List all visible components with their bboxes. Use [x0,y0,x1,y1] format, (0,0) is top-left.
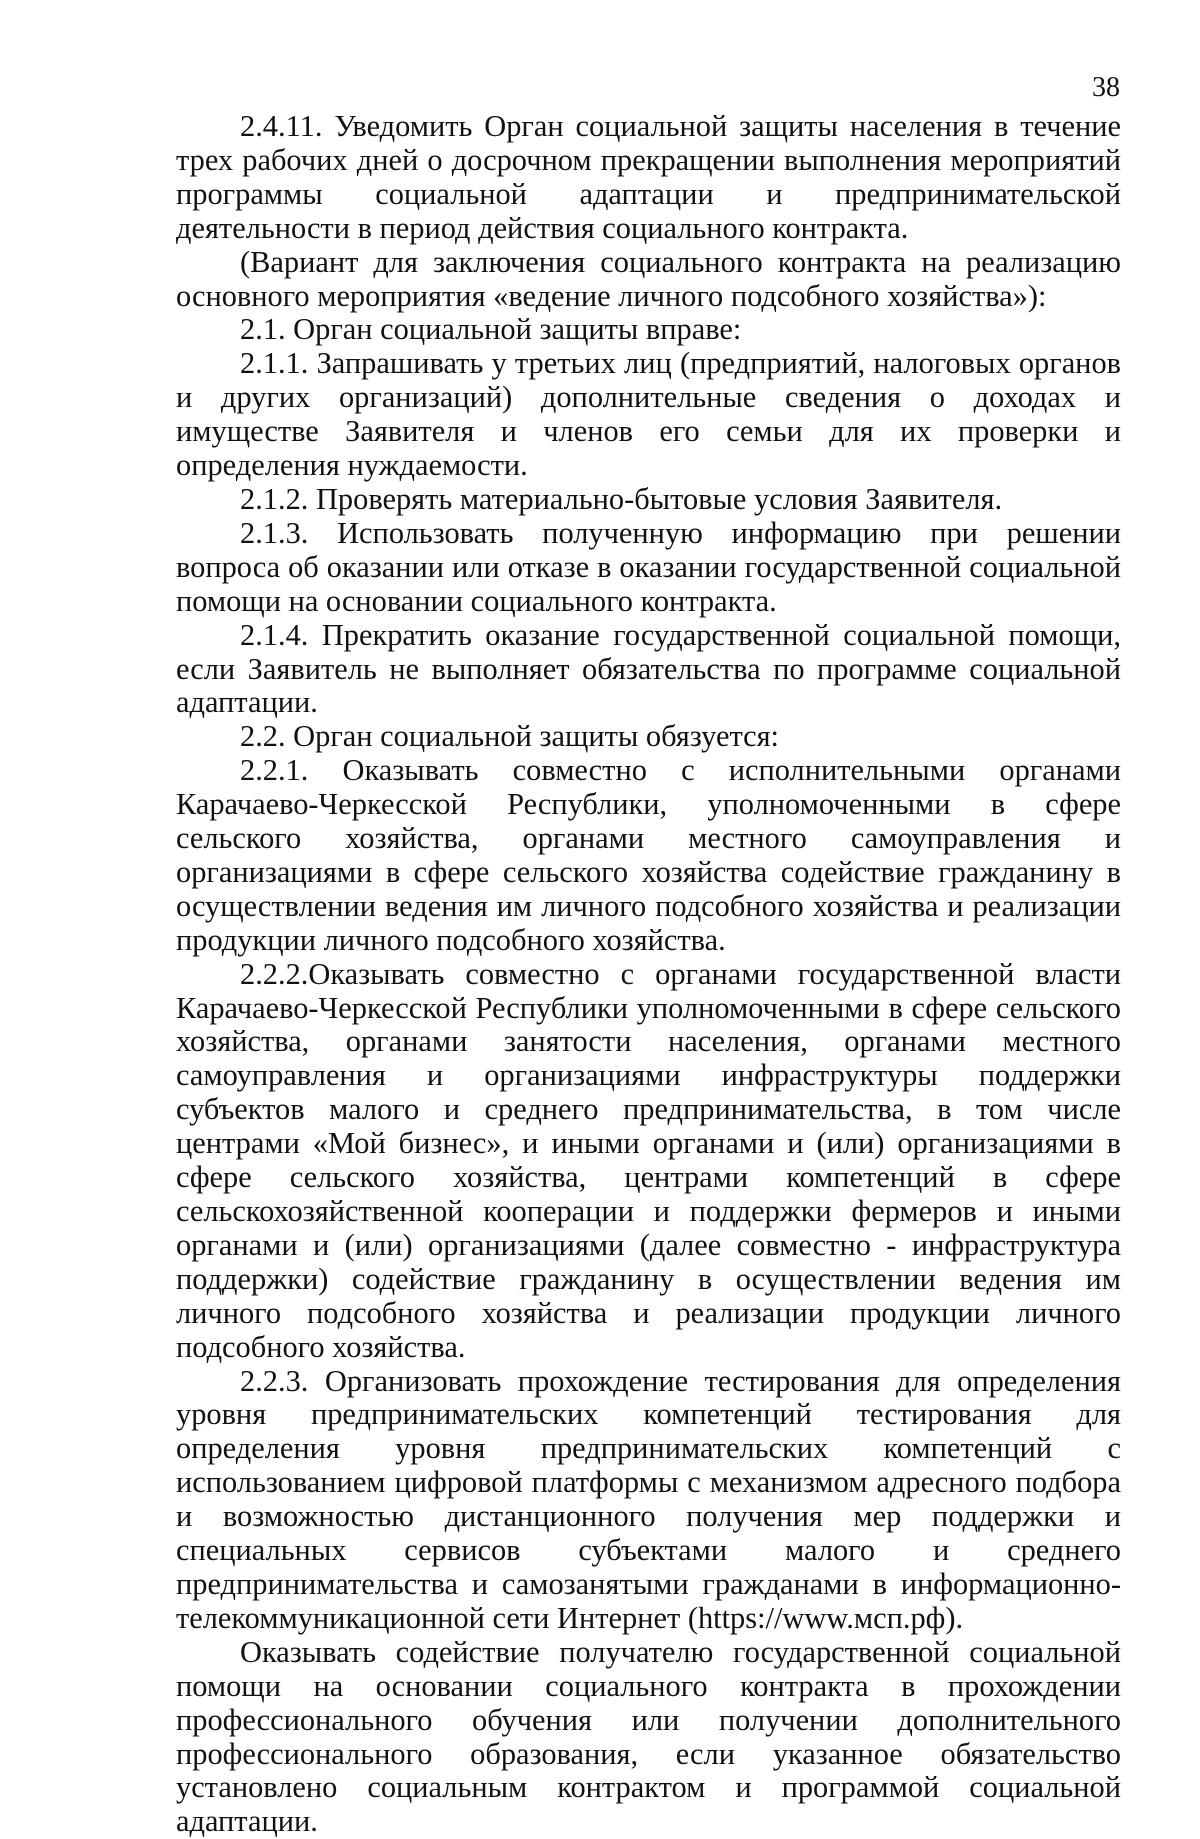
paragraph-2-2-2: 2.2.2.Оказывать совместно с органами государственной власти Карачаево-Черкесской Республики уполномоченными в сфере сельского хозяйства, органами занятости населения, органами местного самоуправления и организациями инфраструктуры поддержки субъектов малого и среднего предпринимательства, в том числе центрами «Мой бизнес», и иными органами и (или) организациями в сфере сельского хозяйства, центрами компетенций в сфере сельскохозяйственной кооперации и поддержки фермеров и иными органами и (или) организациями (далее совместно - инфраструктура поддержки) содействие гражданину в осуществлении ведения им личного подсобного хозяйства и реализации продукции личного подсобного хозяйства. [176,956,1121,1364]
paragraph-2-1-4: 2.1.4. Прекратить оказание государственной социальной помощи, если Заявитель не выполняет обязательства по программе социальной адаптации. [176,617,1121,720]
paragraph-2-4-11: 2.4.11. Уведомить Орган социальной защиты населения в течение трех рабочих дней о досрочном прекращении выполнения мероприятий программы социальной адаптации и предпринимательской деятельности в период действия социального контракта. [176,109,1121,245]
paragraph-2-2-3: 2.2.3. Организовать прохождение тестирования для определения уровня предпринимательских компетенций тестирования для определения уровня предпринимательских компетенций с использованием цифровой платформы с механизмом адресного подбора и возможностью дистанционного получения мер поддержки и специальных сервисов субъектами малого и среднего предпринимательства и самозанятыми гражданами в информационно-телекоммуникационной сети Интернет (https://www.мсп.рф). [176,1363,1121,1635]
paragraph-2-1-3: 2.1.3. Использовать полученную информацию при решении вопроса об оказании или отказе в оказании государственной социальной помощи на основании социального контракта. [176,515,1121,618]
page-number: 38 [1092,72,1120,103]
paragraph-2-2-1: 2.2.1. Оказывать совместно с исполнительными органами Карачаево-Черкесской Республики, уполномоченными в сфере сельского хозяйства, органами местного самоуправления и организациями в сфере сельского хозяйства содействие гражданину в осуществлении ведения им личного подсобного хозяйства и реализации продукции личного подсобного хозяйства. [176,753,1121,957]
paragraph-2-1-1: 2.1.1. Запрашивать у третьих лиц (предприятий, налоговых органов и других организаций) дополнительные сведения о доходах и имуществе Заявителя и членов его семьи для их проверки и определения нуждаемости. [176,346,1121,483]
paragraph-2-1: 2.1. Орган социальной защиты вправе: [240,312,742,347]
paragraph-assist-training: Оказывать содействие получателю государственной социальной помощи на основании социального контракта в прохождении профессионального обучения или получении дополнительного профессионального образования, если указанное обязательство установлено социальным контрактом и программой социальной адаптации. [176,1634,1121,1839]
paragraph-variant-note: (Вариант для заключения социального контракта на реализацию основного мероприятия «ведение личного подсобного хозяйства»): [176,244,1121,313]
paragraph-2-2: 2.2. Орган социальной защиты обязуется: [240,719,780,754]
paragraph-2-1-2: 2.1.2. Проверять материально-бытовые условия Заявителя. [240,481,1003,516]
document-body [176,110,1121,1839]
